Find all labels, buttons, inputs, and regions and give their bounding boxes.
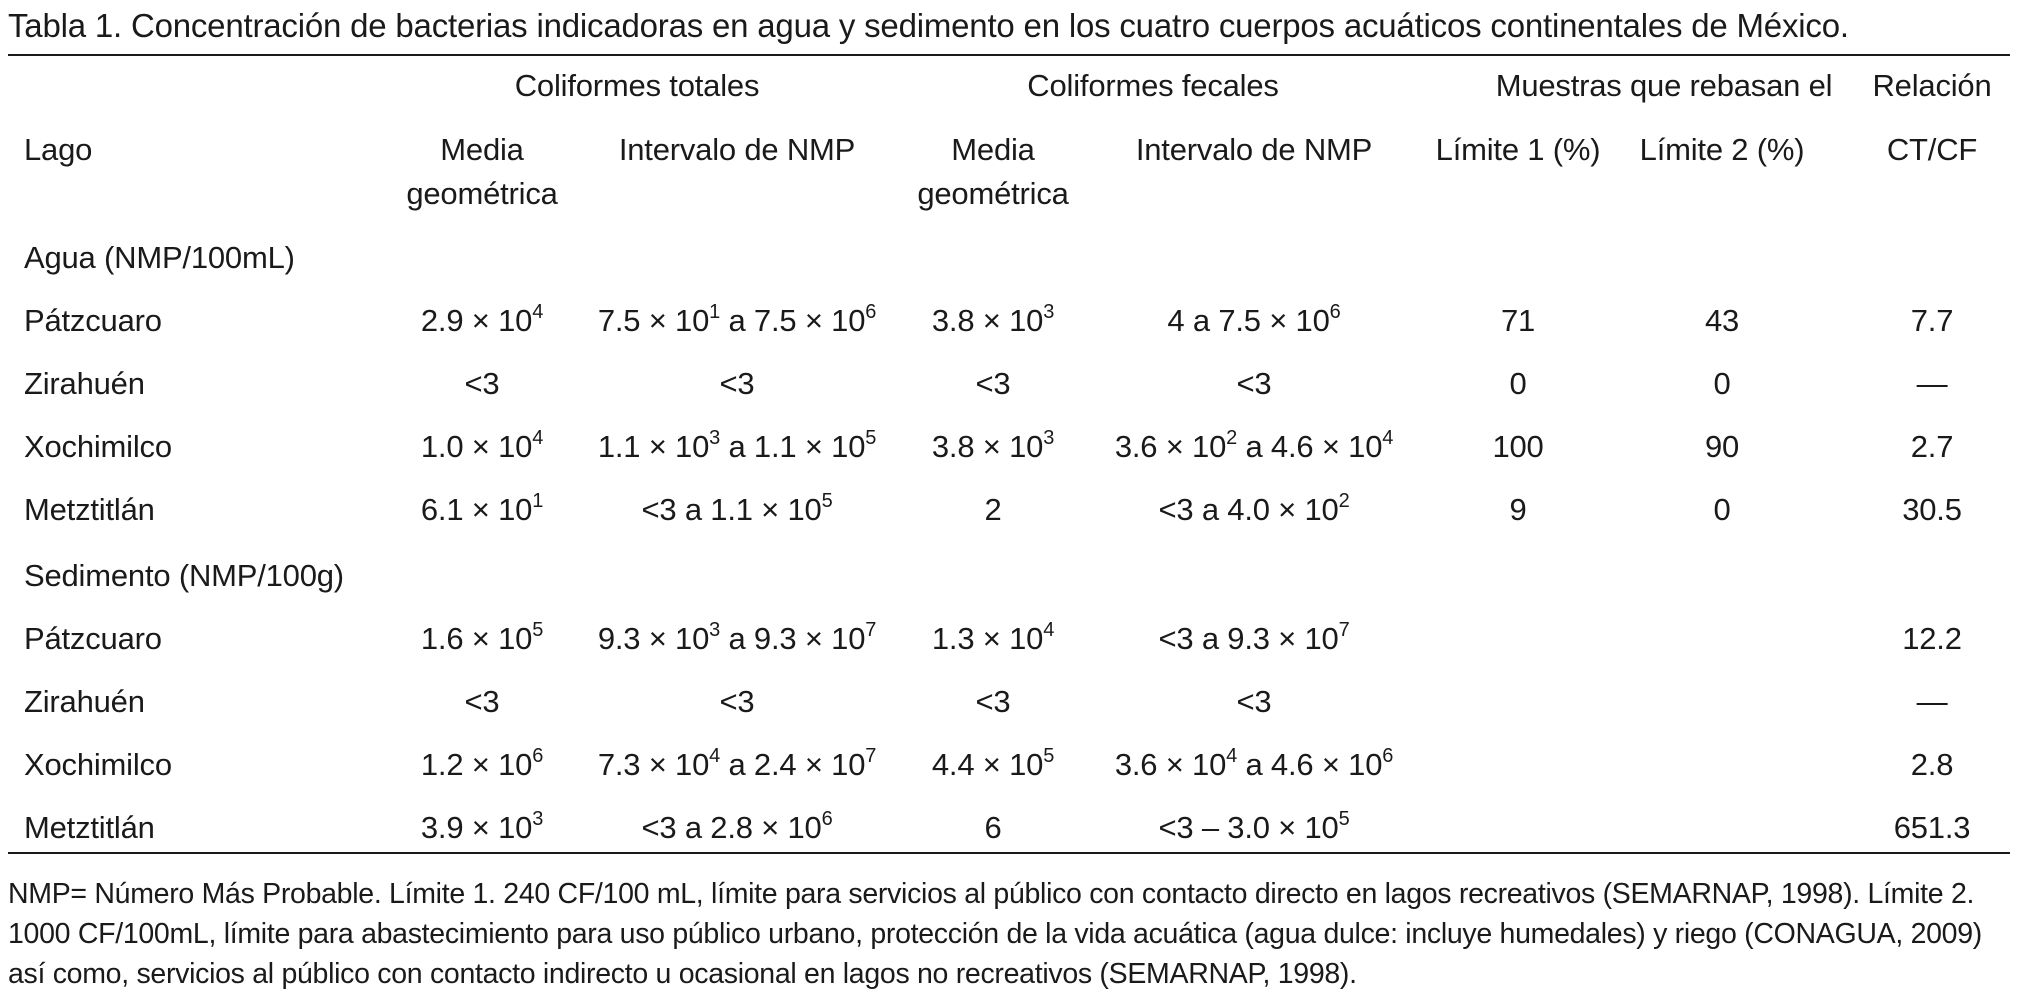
cell-lago: Zirahuén	[24, 366, 145, 401]
bottom-rule	[8, 852, 2010, 854]
cell-cf-media: $3.8 \times 10^3$	[931, 301, 1055, 338]
cell-cf-intervalo: <3	[1236, 684, 1272, 719]
cell-ctcf: 30.5	[1902, 492, 1962, 527]
cell-ct-media: $2.9 \times 10^4$	[420, 301, 544, 338]
cell-cf-intervalo: <3	[1236, 366, 1272, 401]
cell-limite1: 0	[1509, 366, 1527, 401]
cell-cf-intervalo: 4 a $7.5 \times 10^6$	[1167, 301, 1341, 338]
cell-ct-intervalo: $7.5 \times 10^1$ a $7.5 \times 10^6$	[597, 301, 877, 338]
cell-ct-intervalo: <3 a $2.8 \times 10^6$	[641, 808, 833, 845]
cell-ct-intervalo: <3 a $1.1 \times 10^5$	[641, 490, 833, 527]
cell-lago: Xochimilco	[24, 747, 172, 782]
header-cf-media-line1: Media	[951, 132, 1035, 167]
cell-ct-intervalo: <3	[719, 366, 755, 401]
header-group-muestras: Muestras que rebasan el	[1495, 68, 1833, 103]
cell-lago: Metztitlán	[24, 810, 155, 845]
header-ct-intervalo: Intervalo de NMP	[618, 132, 856, 167]
cell-ct-media: $6.1 \times 10^1$	[420, 490, 544, 527]
header-group-coliformes-totales: Coliformes totales	[514, 68, 760, 103]
header-group-coliformes-fecales: Coliformes fecales	[1027, 68, 1279, 103]
cell-limite1: 100	[1492, 429, 1544, 464]
cell-lago: Zirahuén	[24, 684, 145, 719]
cell-ctcf: 2.7	[1910, 429, 1954, 464]
cell-ctcf: 2.8	[1910, 747, 1954, 782]
table-footnote: NMP= Número Más Probable. Límite 1. 240 CF/100 mL, límite para servicios al público con contacto directo en lagos recreativos (SEMARNAP, 1998). Límite 2. 1000 CF/100mL, límite para abastecimiento para uso público urbano, protección de la vida acuática (agua dulce: incluye humedales) y riego (CONAGUA, 2009) así como, servicios al público con contacto indirecto u ocasional en lagos no recreativos (SEMARNAP, 1998).	[8, 878, 1982, 990]
cell-limite1: 71	[1500, 303, 1536, 338]
cell-lago: Pátzcuaro	[24, 621, 162, 656]
cell-cf-intervalo: <3 a $4.0 \times 10^2$	[1158, 490, 1350, 527]
header-ct-media-line1: Media	[440, 132, 524, 167]
cell-cf-media: $3.8 \times 10^3$	[931, 427, 1055, 464]
header-group-relacion: Relación	[1872, 68, 1992, 103]
cell-ctcf: 12.2	[1902, 621, 1962, 656]
cell-ct-intervalo: $1.1 \times 10^3$ a $1.1 \times 10^5$	[597, 427, 877, 464]
cell-lago: Xochimilco	[24, 429, 172, 464]
cell-ct-media: $1.0 \times 10^4$	[420, 427, 544, 464]
section-label: Sedimento (NMP/100g)	[24, 558, 344, 593]
cell-limite2: 0	[1713, 366, 1731, 401]
header-limite1: Límite 1 (%)	[1435, 132, 1601, 167]
cell-cf-media: <3	[975, 366, 1011, 401]
cell-ct-media: <3	[464, 366, 500, 401]
cell-lago: Pátzcuaro	[24, 303, 162, 338]
cell-ct-intervalo: $7.3 \times 10^4$ a $2.4 \times 10^7$	[597, 745, 877, 782]
cell-ct-intervalo: $9.3 \times 10^3$ a $9.3 \times 10^7$	[597, 619, 877, 656]
cell-limite1: 9	[1509, 492, 1527, 527]
cell-limite2: 0	[1713, 492, 1731, 527]
cell-cf-intervalo: $3.6 \times 10^2$ a $4.6 \times 10^4$	[1114, 427, 1394, 464]
cell-ctcf: —	[1916, 684, 1948, 719]
top-rule	[8, 54, 2010, 56]
cell-cf-intervalo: <3 a $9.3 \times 10^7$	[1158, 619, 1350, 656]
cell-limite2: 43	[1704, 303, 1740, 338]
cell-ct-media: $1.2 \times 10^6$	[420, 745, 544, 782]
cell-ct-media: <3	[464, 684, 500, 719]
cell-cf-media: 6	[984, 810, 1002, 845]
cell-ct-media: $3.9 \times 10^3$	[420, 808, 544, 845]
cell-cf-media: $4.4 \times 10^5$	[931, 745, 1055, 782]
header-ctcf: CT/CF	[1886, 132, 1978, 167]
table-caption: Tabla 1. Concentración de bacterias indicadoras en agua y sedimento en los cuatro cuerpos acuáticos continentales de México.	[8, 7, 1849, 44]
cell-cf-media: $1.3 \times 10^4$	[931, 619, 1055, 656]
cell-cf-intervalo: $<3 - 3.0 \times 10^5$	[1158, 808, 1350, 845]
header-ct-media-line2: geométrica	[406, 176, 558, 211]
cell-ct-media: $1.6 \times 10^5$	[420, 619, 544, 656]
cell-lago: Metztitlán	[24, 492, 155, 527]
header-limite2: Límite 2 (%)	[1639, 132, 1805, 167]
cell-ctcf: 651.3	[1893, 810, 1971, 845]
cell-cf-intervalo: $3.6 \times 10^4$ a $4.6 \times 10^6$	[1114, 745, 1394, 782]
cell-cf-media: 2	[984, 492, 1002, 527]
cell-cf-media: <3	[975, 684, 1011, 719]
cell-ctcf: 7.7	[1910, 303, 1954, 338]
cell-ctcf: —	[1916, 366, 1948, 401]
cell-ct-intervalo: <3	[719, 684, 755, 719]
cell-limite2: 90	[1704, 429, 1740, 464]
header-cf-intervalo: Intervalo de NMP	[1135, 132, 1373, 167]
header-lago: Lago	[24, 132, 93, 167]
section-label: Agua (NMP/100mL)	[24, 240, 295, 275]
header-cf-media-line2: geométrica	[917, 176, 1069, 211]
